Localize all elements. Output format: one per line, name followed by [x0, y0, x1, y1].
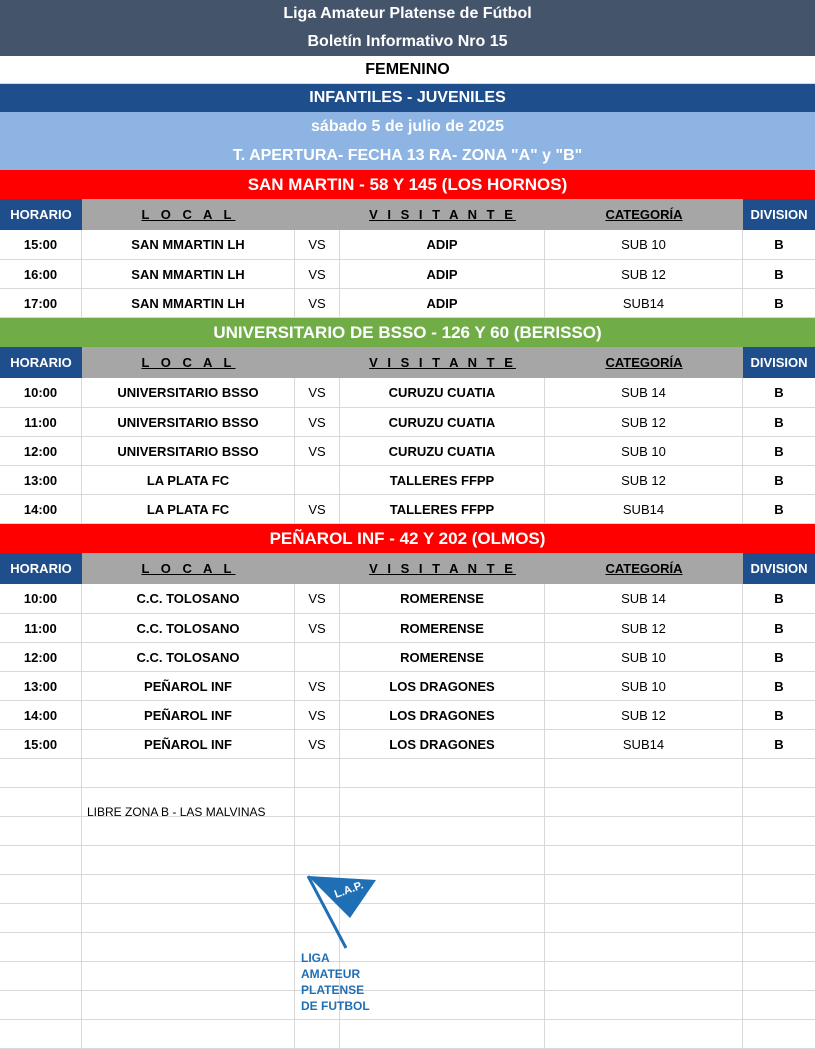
empty-cell — [545, 933, 743, 961]
match-row — [0, 672, 815, 701]
empty-cell — [0, 904, 82, 932]
empty-cell — [0, 933, 82, 961]
empty-cell — [0, 875, 82, 903]
category-band: INFANTILES - JUVENILES — [0, 84, 815, 112]
col-vs — [295, 553, 340, 584]
col-categoria: CATEGORÍA — [545, 553, 743, 584]
match-vs — [295, 643, 340, 671]
empty-cell — [0, 788, 82, 816]
match-visitor: ROMERENSE — [340, 614, 545, 642]
empty-cell — [295, 817, 340, 845]
match-division: B — [774, 501, 784, 517]
match-local: LA PLATA FC — [82, 466, 295, 494]
match-category: SUB14 — [545, 289, 743, 317]
match-visitor: TALLERES FFPP — [340, 495, 545, 523]
match-category: SUB 10 — [545, 437, 743, 465]
match-division: B — [774, 472, 784, 488]
empty-cell — [0, 759, 82, 787]
match-vs: VS — [295, 437, 340, 465]
col-horario: HORARIO — [0, 199, 82, 230]
empty-cell — [0, 991, 82, 1019]
empty-cell — [743, 962, 815, 990]
match-division: B — [774, 266, 784, 282]
match-time: 11:00 — [0, 408, 82, 436]
match-row — [0, 730, 815, 759]
date-band — [0, 112, 815, 170]
empty-cell — [82, 991, 295, 1019]
venue-header: SAN MARTIN - 58 Y 145 (LOS HORNOS) — [0, 170, 815, 199]
empty-cell — [340, 1020, 545, 1048]
empty-grid-row — [0, 962, 815, 991]
empty-cell — [545, 904, 743, 932]
empty-grid-row — [0, 991, 815, 1020]
empty-cell — [340, 788, 545, 816]
empty-cell — [545, 1020, 743, 1048]
match-category: SUB 12 — [545, 701, 743, 729]
col-division: DIVISION — [743, 199, 815, 230]
empty-cell — [743, 991, 815, 1019]
match-visitor: ADIP — [340, 230, 545, 259]
match-division: B — [774, 385, 784, 400]
match-division: B — [774, 443, 784, 459]
match-visitor: TALLERES FFPP — [340, 466, 545, 494]
match-date: sábado 5 de julio de 2025 — [311, 118, 504, 135]
match-vs: VS — [295, 701, 340, 729]
match-category: SUB 10 — [545, 672, 743, 700]
match-local: UNIVERSITARIO BSSO — [82, 378, 295, 407]
match-local: PEÑAROL INF — [82, 672, 295, 700]
empty-cell — [82, 846, 295, 874]
col-local: L O C A L — [82, 199, 295, 230]
match-row — [0, 701, 815, 730]
match-time: 10:00 — [0, 378, 82, 407]
logo-flag-text: L.A.P. — [332, 879, 365, 901]
col-horario: HORARIO — [0, 347, 82, 378]
empty-cell — [82, 933, 295, 961]
empty-cell — [295, 788, 340, 816]
bulletin-title: Boletín Informativo Nro 15 — [307, 33, 508, 50]
match-division: B — [774, 414, 784, 430]
empty-cell — [743, 904, 815, 932]
match-row — [0, 378, 815, 408]
tournament-info: T. APERTURA- FECHA 13 RA- ZONA "A" y "B" — [232, 147, 583, 164]
match-vs: VS — [295, 584, 340, 613]
empty-cell — [295, 759, 340, 787]
match-visitor: ADIP — [340, 289, 545, 317]
match-category: SUB 14 — [545, 584, 743, 613]
logo-line-2: AMATEUR — [301, 967, 361, 981]
match-visitor: ADIP — [340, 260, 545, 288]
free-team-note: LIBRE ZONA B - LAS MALVINAS — [87, 805, 266, 819]
match-row — [0, 289, 815, 318]
col-visitante: V I S I T A N T E — [340, 553, 545, 584]
match-category: SUB 12 — [545, 260, 743, 288]
empty-grid-row — [0, 904, 815, 933]
match-local: C.C. TOLOSANO — [82, 643, 295, 671]
match-time: 17:00 — [0, 289, 82, 317]
match-division: B — [774, 736, 784, 752]
match-time: 13:00 — [0, 672, 82, 700]
match-time: 12:00 — [0, 643, 82, 671]
match-time: 12:00 — [0, 437, 82, 465]
match-vs: VS — [295, 260, 340, 288]
empty-grid-row — [0, 846, 815, 875]
match-vs: VS — [295, 408, 340, 436]
empty-cell — [743, 817, 815, 845]
gender-band: FEMENINO — [0, 56, 815, 84]
empty-cell — [0, 846, 82, 874]
league-title: Liga Amateur Platense de Fútbol — [283, 5, 532, 22]
match-category: SUB 12 — [545, 466, 743, 494]
match-visitor: ROMERENSE — [340, 584, 545, 613]
match-vs: VS — [295, 230, 340, 259]
empty-cell — [340, 817, 545, 845]
empty-cell — [545, 991, 743, 1019]
empty-cell — [82, 817, 295, 845]
match-local: UNIVERSITARIO BSSO — [82, 437, 295, 465]
column-header-row — [0, 199, 815, 230]
match-vs: VS — [295, 495, 340, 523]
title-band — [0, 0, 815, 56]
empty-cell — [82, 904, 295, 932]
match-visitor: CURUZU CUATIA — [340, 378, 545, 407]
match-division: B — [774, 678, 784, 694]
match-time: 10:00 — [0, 584, 82, 613]
empty-cell — [295, 846, 340, 874]
match-visitor: ROMERENSE — [340, 643, 545, 671]
empty-cell — [545, 759, 743, 787]
match-division: B — [774, 649, 784, 665]
empty-cell — [545, 846, 743, 874]
match-category: SUB 10 — [545, 643, 743, 671]
col-division: DIVISION — [743, 347, 815, 378]
empty-cell — [743, 875, 815, 903]
logo-line-1: LIGA — [301, 951, 330, 965]
match-time: 15:00 — [0, 730, 82, 758]
match-category: SUB 14 — [545, 378, 743, 407]
match-vs: VS — [295, 730, 340, 758]
col-local: L O C A L — [82, 553, 295, 584]
empty-cell — [743, 846, 815, 874]
match-local: UNIVERSITARIO BSSO — [82, 408, 295, 436]
match-visitor: CURUZU CUATIA — [340, 408, 545, 436]
match-division: B — [774, 707, 784, 723]
match-division: B — [774, 620, 784, 636]
venue-header: PEÑAROL INF - 42 Y 202 (OLMOS) — [0, 524, 815, 553]
empty-grid — [0, 759, 815, 1049]
match-category: SUB14 — [545, 730, 743, 758]
match-vs: VS — [295, 378, 340, 407]
col-vs — [295, 199, 340, 230]
venues-container — [0, 170, 815, 759]
col-categoria: CATEGORÍA — [545, 347, 743, 378]
empty-cell — [545, 817, 743, 845]
match-time: 11:00 — [0, 614, 82, 642]
empty-cell — [743, 788, 815, 816]
logo-wordmark — [301, 950, 370, 1014]
match-row — [0, 466, 815, 495]
empty-cell — [340, 846, 545, 874]
empty-grid-row — [0, 933, 815, 962]
match-local: SAN MMARTIN LH — [82, 289, 295, 317]
logo-line-4: DE FUTBOL — [301, 999, 370, 1013]
match-row — [0, 437, 815, 466]
empty-cell — [0, 962, 82, 990]
empty-cell — [82, 875, 295, 903]
match-row — [0, 495, 815, 524]
match-local: PEÑAROL INF — [82, 730, 295, 758]
empty-cell — [743, 933, 815, 961]
empty-cell — [0, 1020, 82, 1048]
empty-grid-row — [0, 875, 815, 904]
match-local: PEÑAROL INF — [82, 701, 295, 729]
match-row — [0, 584, 815, 614]
match-division: B — [774, 295, 784, 311]
match-time: 15:00 — [0, 230, 82, 259]
empty-grid-row — [0, 817, 815, 846]
match-visitor: LOS DRAGONES — [340, 701, 545, 729]
match-time: 14:00 — [0, 495, 82, 523]
venue-header: UNIVERSITARIO DE BSSO - 126 Y 60 (BERISSO) — [0, 318, 815, 347]
match-local: SAN MMARTIN LH — [82, 230, 295, 259]
match-category: SUB 10 — [545, 230, 743, 259]
match-division: B — [774, 237, 784, 252]
empty-cell — [82, 962, 295, 990]
match-category: SUB14 — [545, 495, 743, 523]
match-row — [0, 260, 815, 289]
empty-cell — [82, 1020, 295, 1048]
match-category: SUB 12 — [545, 614, 743, 642]
col-horario: HORARIO — [0, 553, 82, 584]
match-visitor: LOS DRAGONES — [340, 672, 545, 700]
match-row — [0, 614, 815, 643]
empty-cell — [545, 962, 743, 990]
empty-grid-row — [0, 1020, 815, 1049]
col-categoria: CATEGORÍA — [545, 199, 743, 230]
match-time: 13:00 — [0, 466, 82, 494]
match-vs: VS — [295, 672, 340, 700]
match-local: SAN MMARTIN LH — [82, 260, 295, 288]
col-visitante: V I S I T A N T E — [340, 347, 545, 378]
match-visitor: LOS DRAGONES — [340, 730, 545, 758]
match-category: SUB 12 — [545, 408, 743, 436]
col-vs — [295, 347, 340, 378]
match-row — [0, 408, 815, 437]
column-header-row — [0, 347, 815, 378]
empty-cell — [0, 817, 82, 845]
match-local: LA PLATA FC — [82, 495, 295, 523]
match-row — [0, 643, 815, 672]
match-vs: VS — [295, 289, 340, 317]
empty-cell — [545, 875, 743, 903]
match-time: 16:00 — [0, 260, 82, 288]
column-header-row — [0, 553, 815, 584]
empty-grid-row — [0, 759, 815, 788]
col-visitante: V I S I T A N T E — [340, 199, 545, 230]
match-row — [0, 230, 815, 260]
col-local: L O C A L — [82, 347, 295, 378]
empty-cell — [295, 1020, 340, 1048]
match-division: B — [774, 591, 784, 606]
empty-cell — [340, 759, 545, 787]
match-time: 14:00 — [0, 701, 82, 729]
empty-cell — [743, 1020, 815, 1048]
match-local: C.C. TOLOSANO — [82, 614, 295, 642]
match-vs: VS — [295, 614, 340, 642]
empty-cell — [82, 759, 295, 787]
match-visitor: CURUZU CUATIA — [340, 437, 545, 465]
empty-cell — [545, 788, 743, 816]
logo-line-3: PLATENSE — [301, 983, 365, 997]
match-vs — [295, 466, 340, 494]
match-local: C.C. TOLOSANO — [82, 584, 295, 613]
empty-cell — [743, 759, 815, 787]
col-division: DIVISION — [743, 553, 815, 584]
